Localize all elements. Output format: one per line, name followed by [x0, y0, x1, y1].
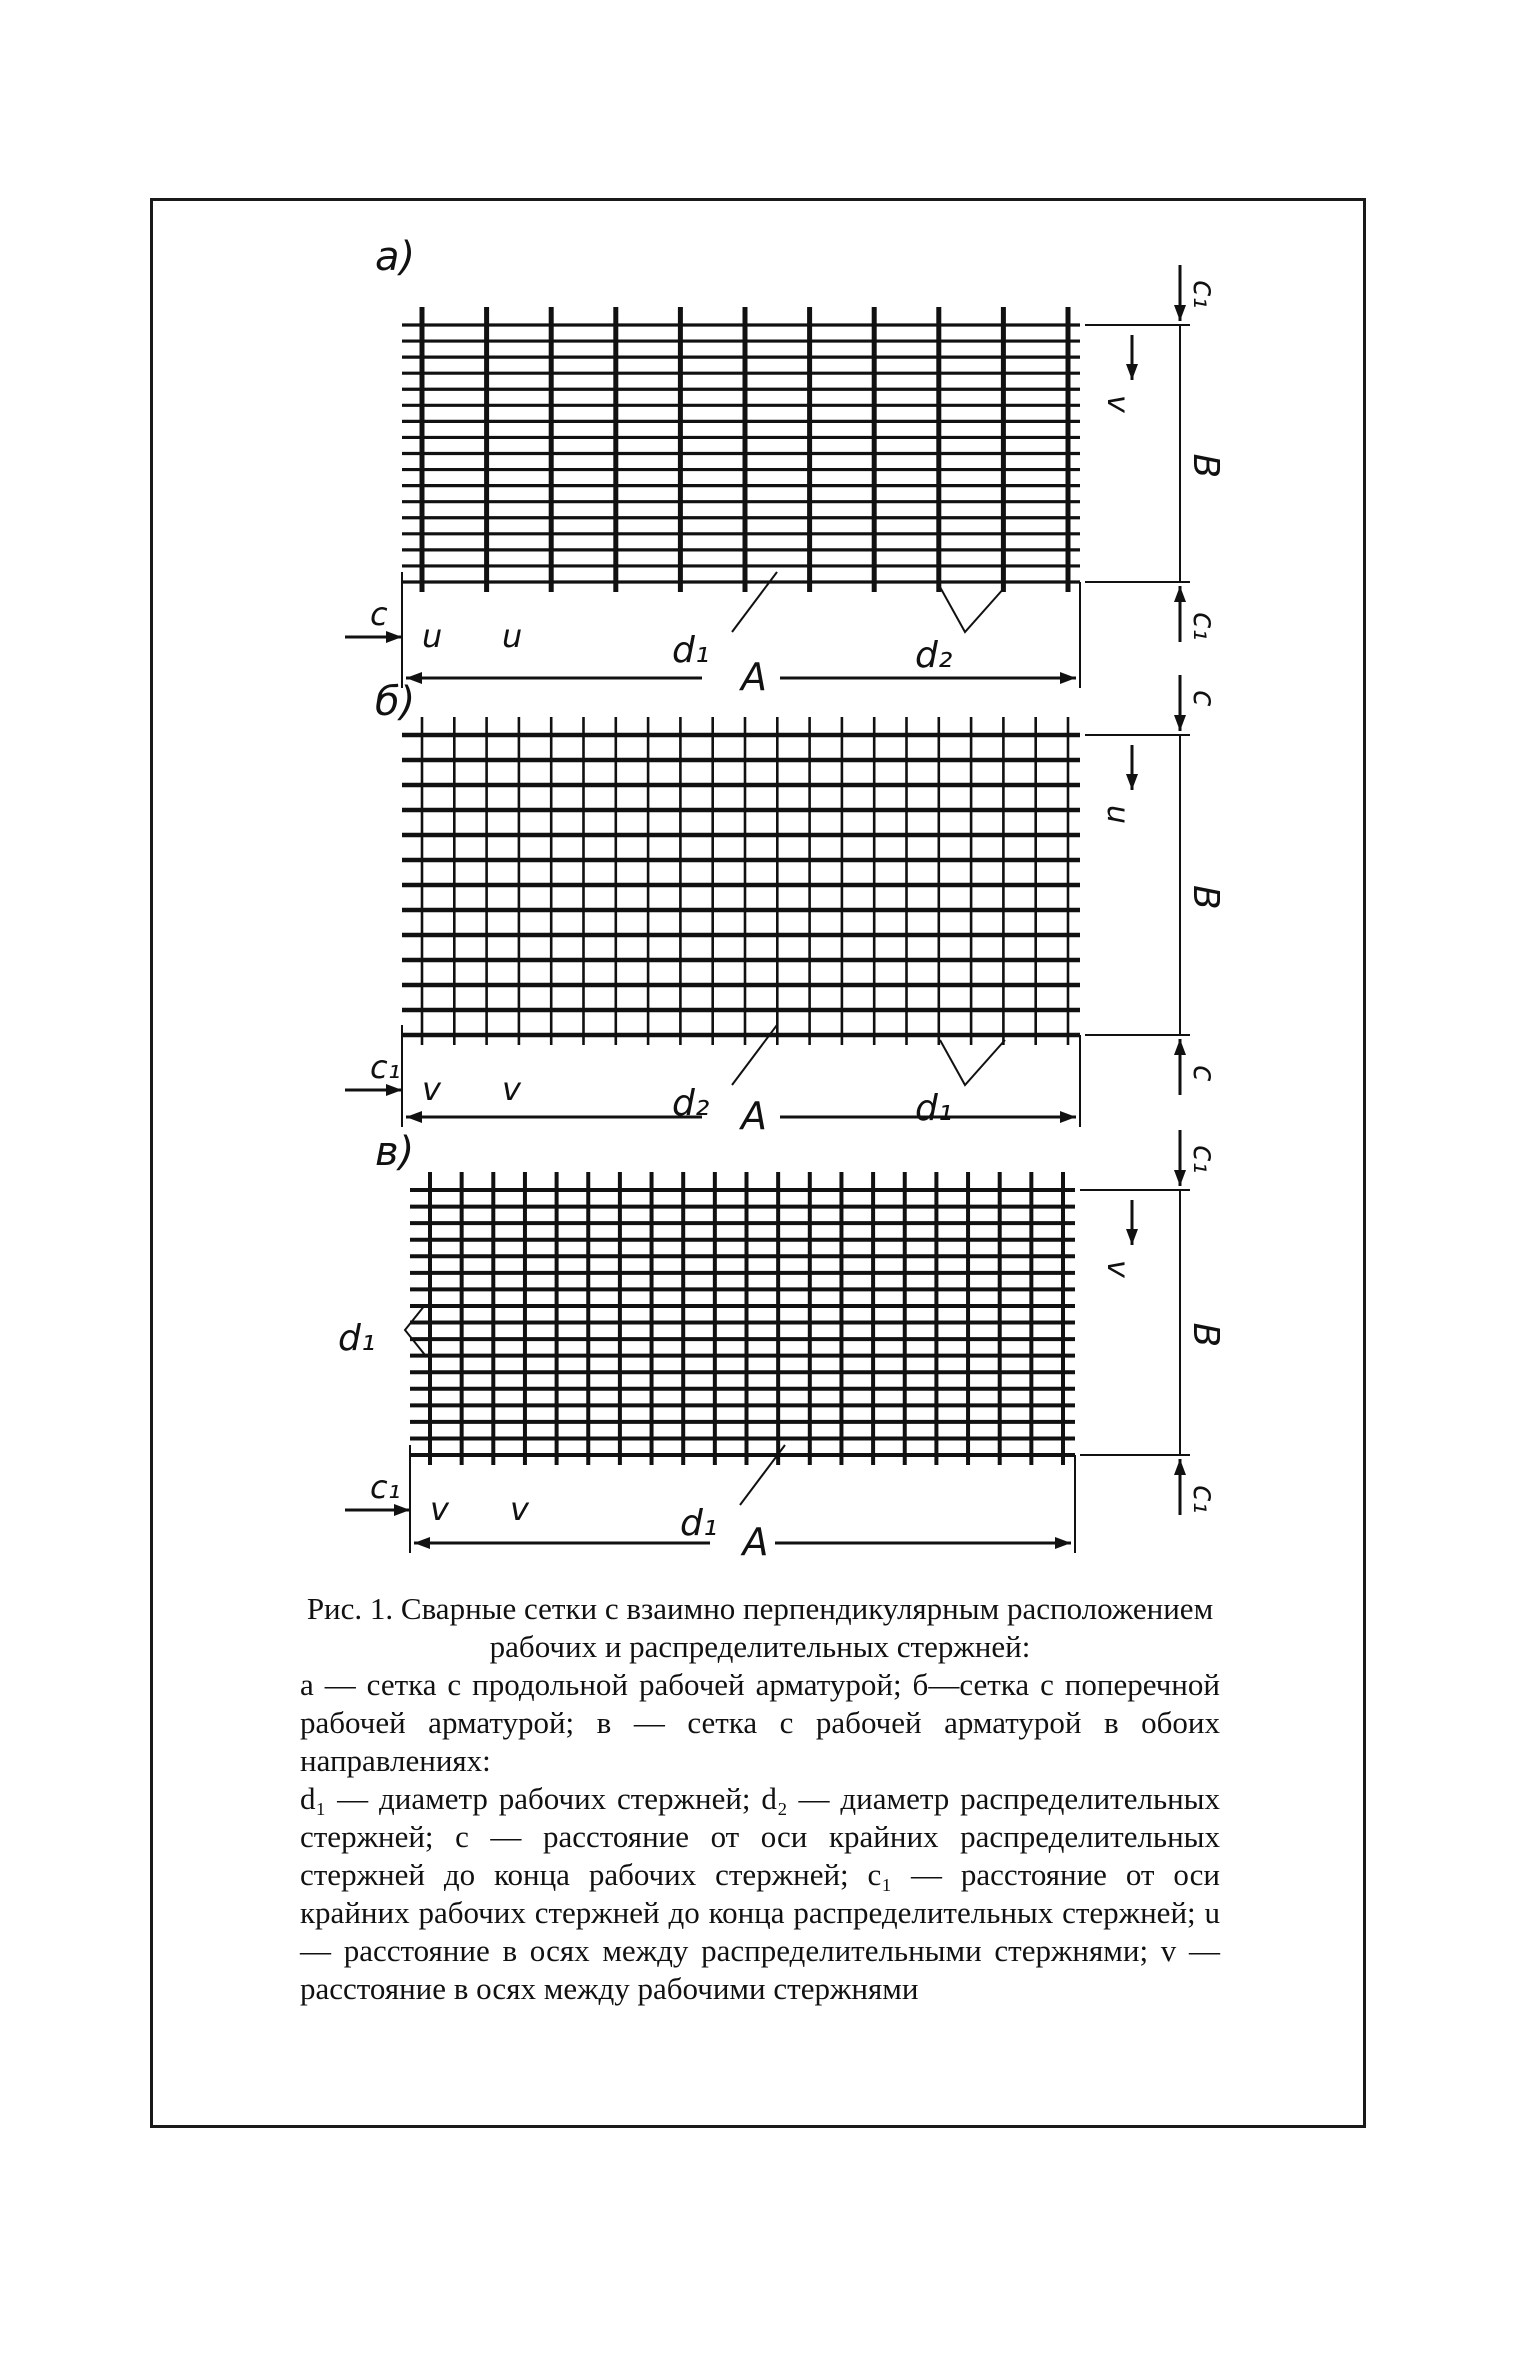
panel-letter: б) [375, 679, 416, 725]
figure-caption [300, 1590, 1220, 2008]
leader-line [940, 1040, 1005, 1085]
bar-diameter-label-1: d₁ [672, 630, 710, 671]
mesh-panel-3 [338, 1129, 1226, 1564]
dim-label-top-edge: c₁ [1186, 280, 1221, 309]
dim-label-right-spacing: u [1100, 805, 1135, 825]
dim-label-spacing-a: u [422, 617, 443, 655]
dim-arrow-a-right-head [1060, 672, 1076, 684]
dim-label-right-spacing: v [1100, 1260, 1135, 1278]
dim-label-bottom-edge: c₁ [1186, 1485, 1221, 1514]
dim-arrow-bottom-head [1174, 1459, 1186, 1475]
dim-label-spacing-b: v [502, 1070, 521, 1108]
dim-label-bottom-edge: c₁ [1186, 612, 1221, 641]
dim-arrow-top-head [1174, 715, 1186, 731]
dim-label-spacing-b: u [502, 617, 523, 655]
dim-label-a: A [741, 655, 767, 699]
dim-label-a: A [742, 1520, 769, 1564]
dim-arrow-a-right-head [1060, 1111, 1076, 1123]
dim-arrow-spacing-head [1126, 774, 1138, 790]
dim-arrow-bottom-head [1174, 1039, 1186, 1055]
dim-label-left-edge: c₁ [370, 1048, 401, 1086]
caption-legend-panels: а — сетка с продольной рабочей арматурой; б—сетка с поперечной рабочей арматурой; в — сетка с рабочей арматурой в обоих направлениях: [300, 1667, 1220, 1778]
dim-arrow-spacing-head [1126, 364, 1138, 380]
dim-arrow-a-left-head [414, 1537, 430, 1549]
dim-label-spacing-b: v [510, 1490, 529, 1528]
panel-letter: а) [375, 234, 416, 280]
mesh-panel-2 [345, 675, 1226, 1138]
dim-arrow-a-left-head [406, 1111, 422, 1123]
dim-label-left-edge: c₁ [370, 1468, 401, 1506]
caption-title: Рис. 1. Сварные сетки с взаимно перпендикулярным расположением рабочих и распределительных стержней: [306, 1591, 1214, 1664]
dim-arrow-top-head [1174, 1170, 1186, 1186]
dim-arrow-left-edge-head [386, 631, 402, 643]
mesh-panel-1 [345, 234, 1226, 699]
leader-line [405, 1305, 425, 1355]
dim-arrow-top-head [1174, 305, 1186, 321]
dim-label-b: B [1185, 885, 1226, 910]
panel-letter: в) [375, 1129, 415, 1175]
dim-label-top-edge: c₁ [1186, 1145, 1221, 1174]
bar-diameter-label-2: d₂ [915, 635, 953, 676]
dim-arrow-a-right-head [1055, 1537, 1071, 1549]
dim-label-right-spacing: v [1100, 395, 1135, 413]
dim-label-a: A [741, 1094, 767, 1138]
bar-diameter-label-left: d₁ [338, 1318, 376, 1359]
dim-label-b: B [1185, 1322, 1226, 1348]
dim-label-b: B [1185, 453, 1226, 479]
dim-arrow-spacing-head [1126, 1229, 1138, 1245]
caption-legend-symbols: d₁ — диаметр рабочих стержней; d₂ — диаметр распределительных стержней; c — расстояние от оси крайних распределительных стержней до конца рабочих стержней; c₁ — расстояние от оси крайних рабочих стержней до конца распределительных стержней; u — расстояние в осях между распределительными стержнями; v — расстояние в осях между рабочими стержнями [300, 1781, 1220, 2006]
dim-label-left-edge: c [370, 595, 388, 633]
dim-label-bottom-edge: c [1186, 1065, 1221, 1082]
bar-diameter-label-1: d₂ [672, 1083, 710, 1124]
dim-label-spacing-a: v [422, 1070, 441, 1108]
dim-label-spacing-a: v [430, 1490, 449, 1528]
leader-line [940, 587, 1005, 632]
bar-diameter-label-1: d₁ [680, 1503, 718, 1544]
dim-label-top-edge: c [1186, 690, 1221, 707]
bar-diameter-label-2: d₁ [915, 1088, 953, 1129]
dim-arrow-bottom-head [1174, 586, 1186, 602]
